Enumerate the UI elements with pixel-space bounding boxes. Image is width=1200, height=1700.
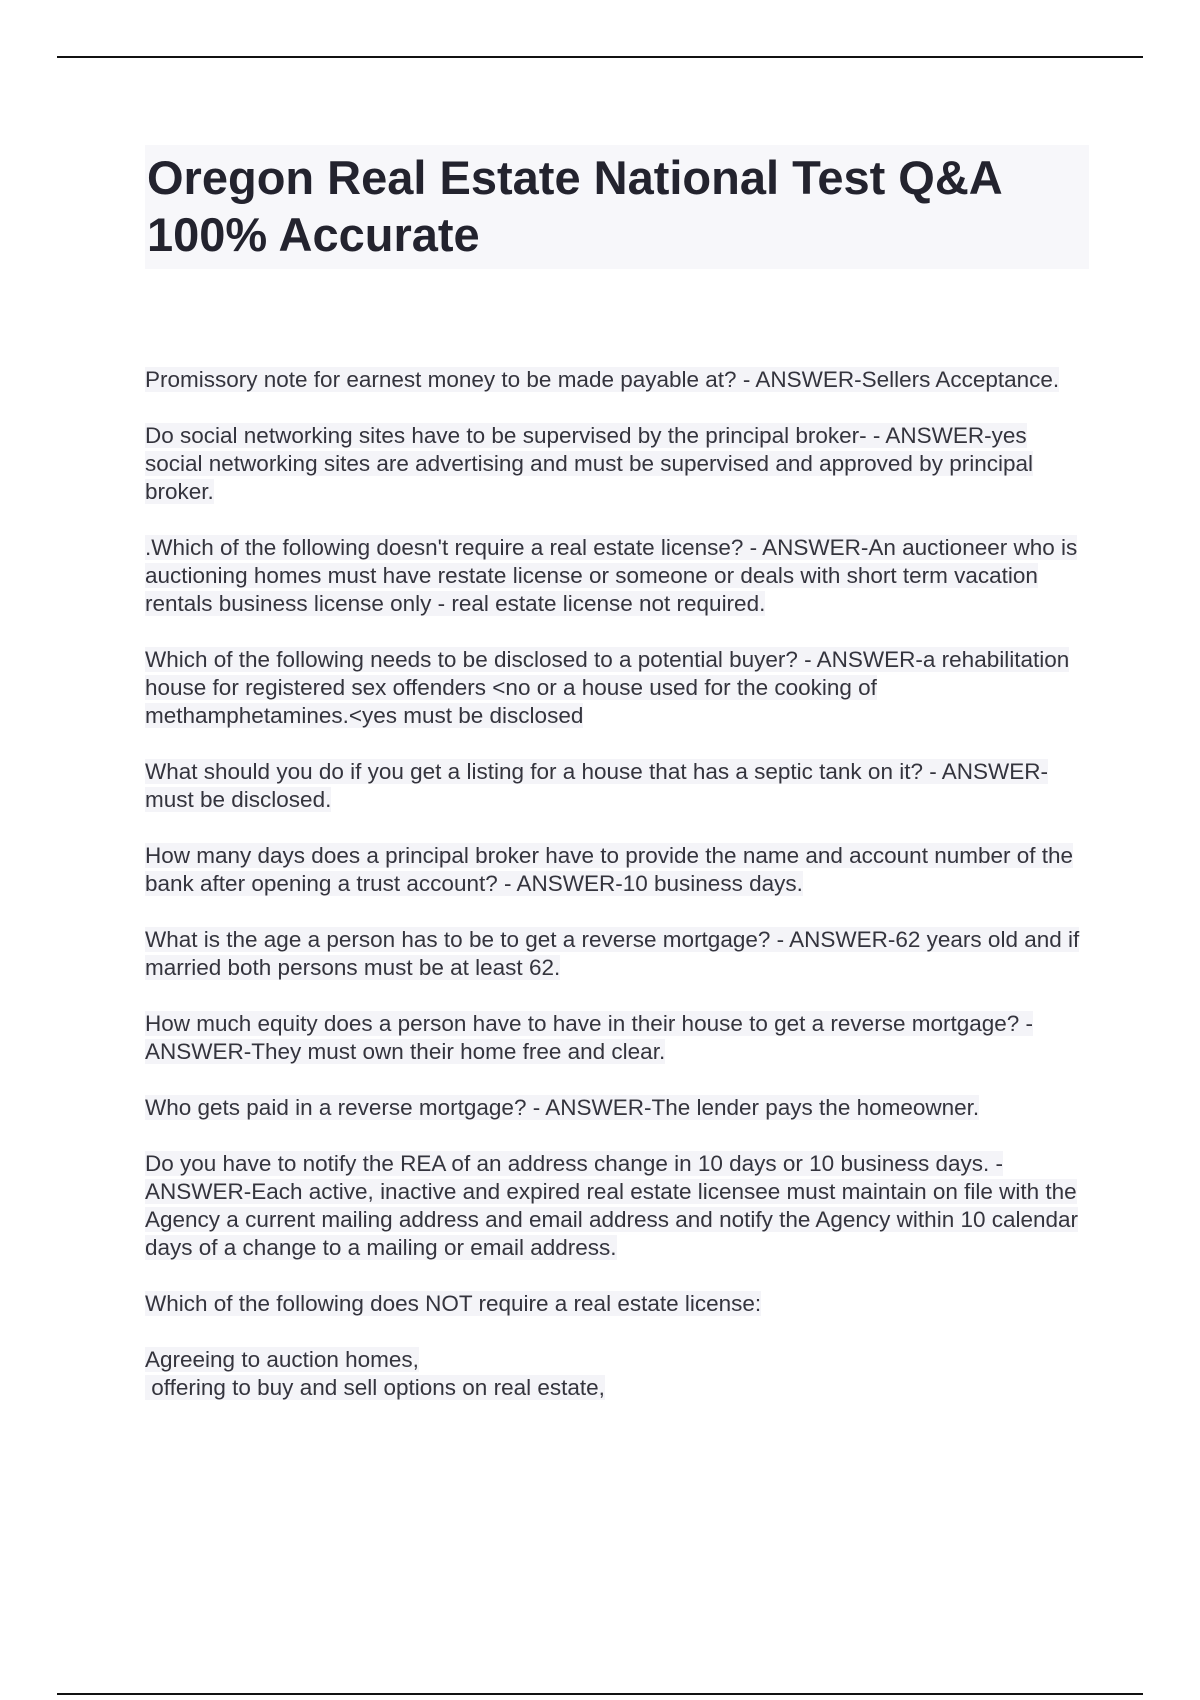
qa-item: Promissory note for earnest money to be made payable at? - ANSWER-Sellers Acceptance. <box>145 367 1060 392</box>
bottom-divider <box>57 1693 1143 1695</box>
option-list <box>145 1346 1085 1402</box>
qa-item: Do you have to notify the REA of an address change in 10 days or 10 business days. - ANSWER-Each active, inactive and expired real estate licensee must maintain on file with the Agency a current mailing address and email address and notify the Agency within 10 calendar days of a change to a mailing or email address. <box>145 1151 1079 1260</box>
qa-item: How much equity does a person have to have in their house to get a reverse mortgage? - ANSWER-They must own their home free and clear. <box>145 1011 1034 1064</box>
qa-item: What is the age a person has to be to get a reverse mortgage? - ANSWER-62 years old and if married both persons must be at least 62. <box>145 927 1080 980</box>
qa-item: Who gets paid in a reverse mortgage? - ANSWER-The lender pays the homeowner. <box>145 1095 980 1120</box>
qa-item: Do social networking sites have to be supervised by the principal broker- - ANSWER-yes social networking sites are advertising and must be supervised and approved by principal broker. <box>145 423 1033 504</box>
qa-item: Which of the following does NOT require a real estate license: <box>145 1291 762 1316</box>
qa-item: Which of the following needs to be disclosed to a potential buyer? - ANSWER-a rehabilitation house for registered sex offenders <no or a house used for the cooking of methamphetamines.<yes must be disclosed <box>145 647 1070 728</box>
top-divider <box>57 56 1143 58</box>
qa-item: What should you do if you get a listing for a house that has a septic tank on it? - ANSWER-must be disclosed. <box>145 759 1048 812</box>
option-line: offering to buy and sell options on real estate, <box>145 1375 605 1400</box>
title-block <box>145 145 1089 269</box>
option-line: Agreeing to auction homes, <box>145 1347 419 1372</box>
qa-item: .Which of the following doesn't require a real estate license? - ANSWER-An auctioneer who is auctioning homes must have restate license or someone or deals with short term vacation rentals business license only - real estate license not required. <box>145 535 1078 616</box>
document-title: Oregon Real Estate National Test Q&A 100% Accurate <box>147 151 1002 261</box>
qa-content <box>145 366 1085 1402</box>
qa-item: How many days does a principal broker have to provide the name and account number of the bank after opening a trust account? - ANSWER-10 business days. <box>145 843 1074 896</box>
